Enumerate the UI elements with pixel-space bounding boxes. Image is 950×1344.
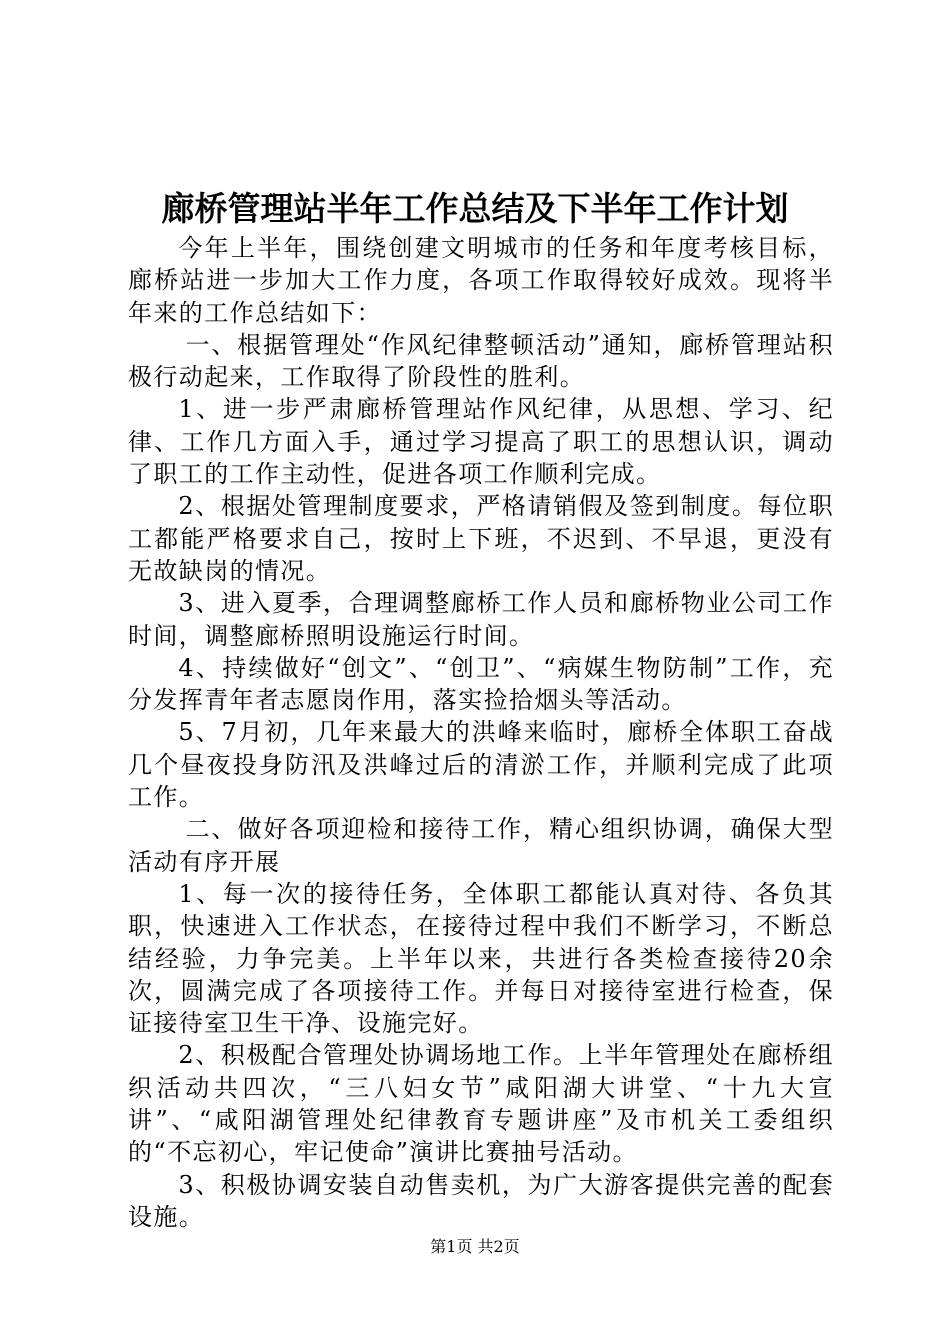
section-2-item-1: 1、每一次的接待任务，全体职工都能认真对待、各负其职，快速进入工作状态，在接待过程中我们不断学习，不断总结经验，力争完美。上半年以来，共进行各类检查接待20余次，圆满完成了各项接待工作。并每日对接待室进行检查，保证接待室卫生干净、设施完好。: [128, 879, 834, 1038]
section-1-item-5: 5、7月初，几年来最大的洪峰来临时，廊桥全体职工奋战几个昼夜投身防汛及洪峰过后的清淤工作，并顺利完成了此项工作。: [128, 718, 834, 812]
page-number-footer: 第1页 共2页: [430, 1237, 520, 1256]
section-1-heading: 一、根据管理处“作风纪律整顿活动”通知，廊桥管理站积极行动起来，工作取得了阶段性的胜利。: [128, 330, 834, 392]
section-1-item-1: 1、进一步严肃廊桥管理站作风纪律，从思想、学习、纪律、工作几方面入手，通过学习提高了职工的思想认识，调动了职工的工作主动性，促进各项工作顺利完成。: [128, 395, 834, 489]
section-1-item-2: 2、根据处管理制度要求，严格请销假及签到制度。每位职工都能严格要求自己，按时上下班，不迟到、不早退，更没有无故缺岗的情况。: [128, 492, 834, 585]
document-title: 廊桥管理站半年工作总结及下半年工作计划: [161, 189, 789, 228]
section-1-item-3: 3、进入夏季，合理调整廊桥工作人员和廊桥物业公司工作时间，调整廊桥照明设施运行时间。: [128, 589, 834, 650]
section-1-item-4: 4、持续做好“创文”、“创卫”、“病媒生物防制”工作，充分发挥青年者志愿岗作用，落实捡拾烟头等活动。: [128, 653, 834, 715]
section-2-item-3: 3、积极协调安装自动售卖机，为广大游客提供完善的配套设施。: [128, 1170, 834, 1231]
intro-paragraph: 今年上半年，围绕创建文明城市的任务和年度考核目标，廊桥站进一步加大工作力度，各项工作取得较好成效。现将半年来的工作总结如下：: [128, 234, 834, 327]
document-body: [128, 232, 834, 1233]
section-2-heading: 二、做好各项迎检和接待工作，精心组织协调，确保大型活动有序开展: [128, 815, 834, 876]
section-2-item-2: 2、积极配合管理处协调场地工作。上半年管理处在廊桥组织活动共四次，“三八妇女节”咸阳湖大讲堂、“十九大宣讲”、“咸阳湖管理处纪律教育专题讲座”及市机关工委组织的“不忘初心，牢记使命”演讲比赛抽号活动。: [128, 1041, 834, 1167]
